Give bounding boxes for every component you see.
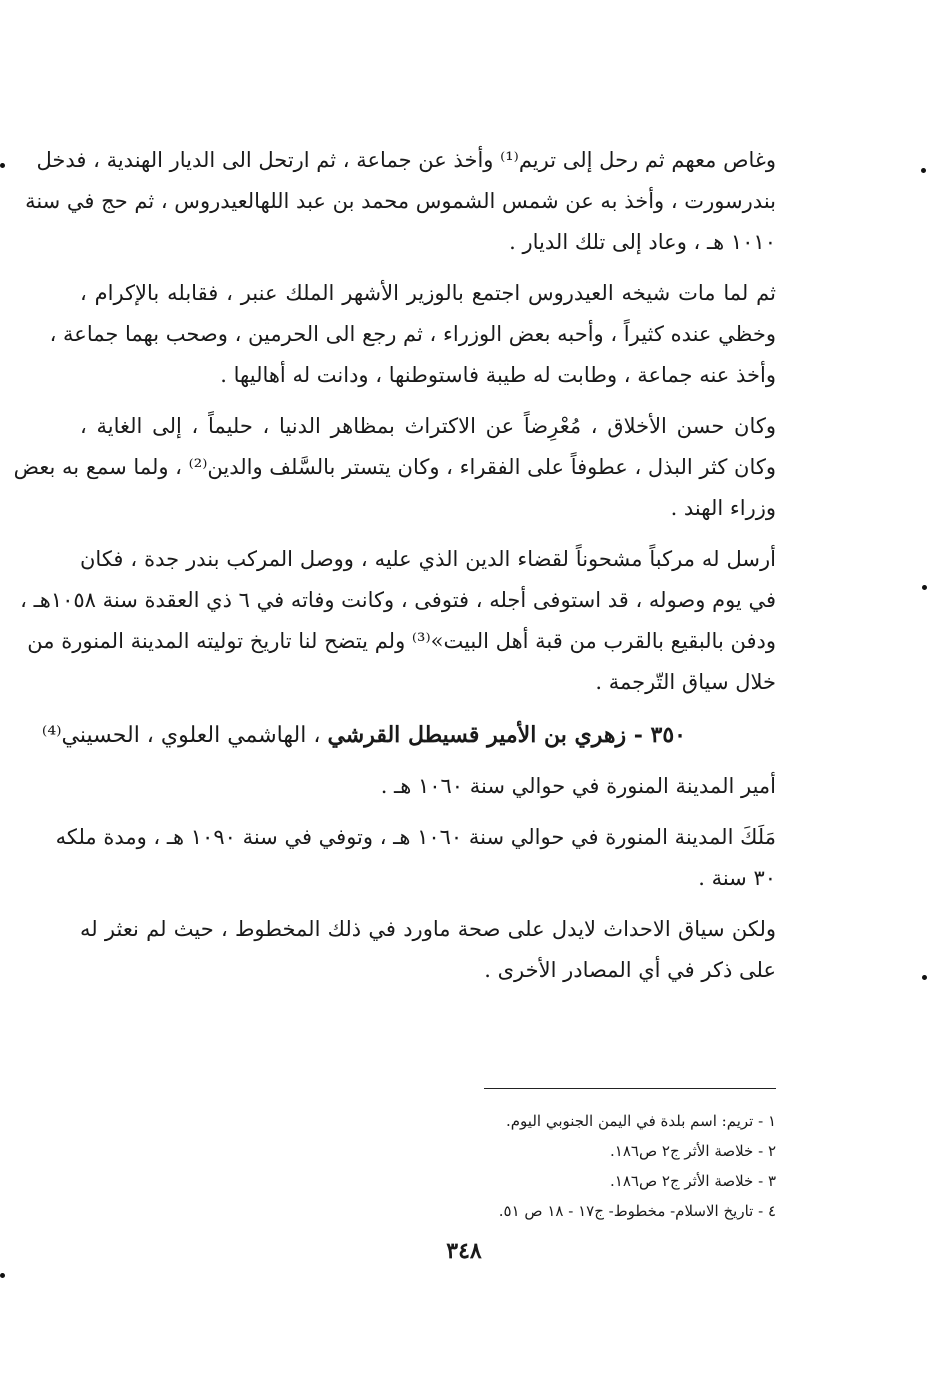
paragraph-5: [80, 766, 776, 807]
scan-margin-dot: [922, 975, 927, 980]
text-line: خلال سياق التّرجمة .: [595, 670, 776, 694]
text-line: ولكن سياق الاحداث لايدل على صحة ماورد في ذلك المخطوط ، حيث لم نعثر له: [80, 917, 776, 941]
footnote-1: ١ - تريم: اسم بلدة في اليمن الجنوبي اليوم.: [506, 1112, 776, 1130]
paragraph-3: [13, 406, 776, 529]
footnote-4: ٤ - تاريخ الاسلام- مخطوط- ج١٧ - ١٨ ص ٥١.: [498, 1202, 776, 1220]
text-line: وزراء الهند .: [670, 496, 776, 520]
page-body: [13, 140, 776, 1001]
paragraph-4: [20, 539, 776, 703]
page-number: ٣٤٨: [446, 1238, 482, 1264]
scan-margin-dot: [0, 1273, 5, 1278]
text-line: على ذكر في أي المصادر الأخرى .: [484, 958, 776, 982]
scan-margin-dot: [921, 168, 926, 173]
footnote-divider: [484, 1088, 776, 1089]
paragraph-2: [49, 273, 776, 396]
text-line: أرسل له مركباً مشحوناً لقضاء الدين الذي عليه ، ووصل المركب بندر جدة ، فكان: [80, 547, 776, 571]
paragraph-7: [80, 909, 776, 991]
entry-heading: [41, 713, 776, 758]
text-line: مَلَكَ المدينة المنورة في حوالي سنة ١٠٦٠ هـ ، وتوفي في سنة ١٠٩٠ هـ ، ومدة ملكه: [55, 825, 776, 849]
footnotes: [499, 1106, 776, 1226]
footnote-2: ٢ - خلاصة الأثر ج٢ ص١٨٦.: [610, 1142, 776, 1160]
entry-lineage: ، الهاشمي العلوي ، الحسيني⁽⁴⁾: [41, 723, 328, 748]
text-line: ودفن بالبقيع بالقرب من قبة أهل البيت»⁽³⁾ ولم يتضح لنا تاريخ توليته المدينة المنورة من: [27, 629, 776, 653]
text-line: في يوم وصوله ، قد استوفى أجله ، فتوفى ، وكانت وفاته في ٦ ذي العقدة سنة ١٠٥٨هـ ،: [20, 588, 776, 612]
scan-margin-dot: [922, 585, 927, 590]
footnote-3: ٣ - خلاصة الأثر ج٢ ص١٨٦.: [610, 1172, 776, 1190]
text-line: ثم لما مات شيخه العيدروس اجتمع بالوزير الأشهر الملك عنبر ، فقابله بالإكرام ،: [80, 281, 776, 305]
text-line: وأخذ عنه جماعة ، وطابت له طيبة فاستوطنها ، ودانت له أهاليها .: [220, 363, 776, 387]
text-line: ١٠١٠ هـ ، وعاد إلى تلك الديار .: [509, 230, 776, 254]
text-line: وخظي عنده كثيراً ، وأحبه بعض الوزراء ، ثم رجع الى الحرمين ، وصحب بهما جماعة ،: [49, 322, 776, 346]
text-line: وكان كثر البذل ، عطوفاً على الفقراء ، وكان يتستر بالسَّلف والدين⁽²⁾ ، ولما سمع به بعض: [13, 455, 776, 479]
paragraph-6: [55, 817, 776, 899]
entry-number-name: ٣٥٠ - زهري بن الأمير قسيطل القرشي: [327, 722, 686, 748]
text-line: وغاص معهم ثم رحل إلى تريم⁽¹⁾ وأخذ عن جماعة ، ثم ارتحل الى الديار الهندية ، فدخل: [36, 148, 776, 172]
text-line: أمير المدينة المنورة في حوالي سنة ١٠٦٠ هـ .: [380, 774, 776, 798]
scan-margin-dot: [0, 163, 5, 168]
text-line: وكان حسن الأخلاق ، مُعْرِضاً عن الاكتراث بمظاهر الدنيا ، حليماً ، إلى الغاية ،: [80, 414, 776, 438]
text-line: بندرسورت ، وأخذ به عن شمس الشموس محمد بن عبد اللهالعيدروس ، ثم حج في سنة: [25, 189, 776, 213]
text-line: ٣٠ سنة .: [698, 866, 776, 890]
paragraph-1: [25, 140, 776, 263]
